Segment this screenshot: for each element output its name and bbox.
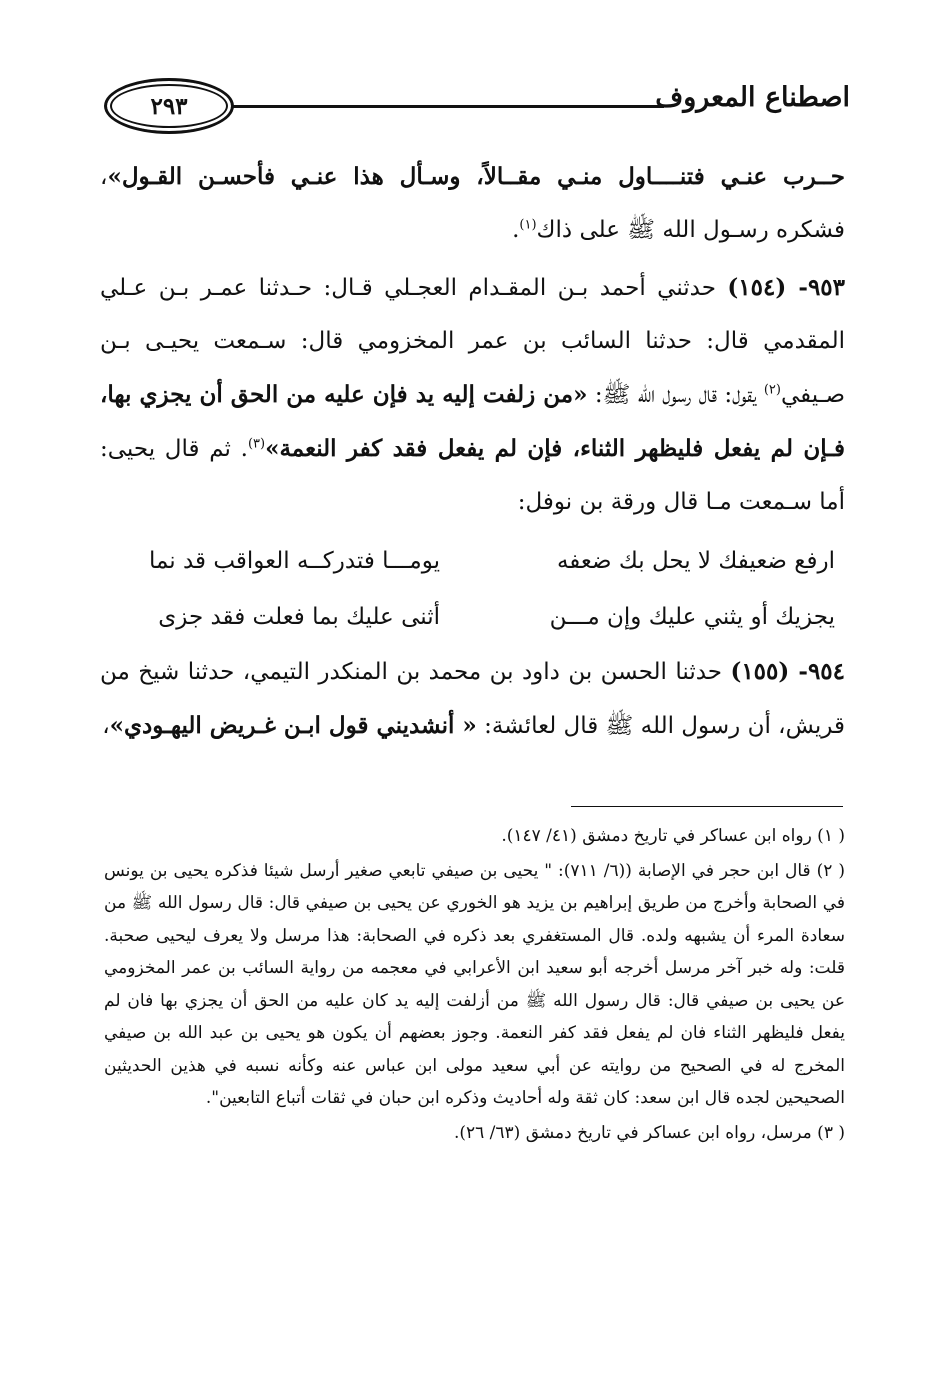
quote-bold: حــرب عنـي فتنــــاول منـي مقــالاً، وسـأل هذا عنـي فأحسـن القـول» xyxy=(107,163,845,190)
main-text xyxy=(100,150,845,757)
footnote-2: ( ٢) قال ابن حجر في الإصابة ((٦/ ٧١١): " يحيى بن صيفي تابعي صغير أرسل شيئا فذكره يحيى بن يونس في الصحابة وأخرج من طريق إبراهيم بن يزيد هو الخوري عن يحيى بن صيفي قال: قال رسول الله ﷺ من سعادة المرء أن يشبهه ولده. قال المستغفري بعد ذكره في الصحابة: هذا مرسل ولا يعرف ليحيى صحبة. قلت: وله خبر آخر مرسل أخرجه أبو سعيد ابن الأعرابي في معجمه من رواية السائب بن عمر المخزومي عن يحيى بن صيفي قال: قال رسول الله ﷺ من أزلفت إليه يد كان عليه من الحق أن يجزي بها فان لم يفعل فليظهر الثناء فان لم يفعل فقد كفر النعمة. وجوز بعضهم أن يكون هو يحيى بن عبد الله بن صيفي المخرج له في الصحيح من روايته عن أبي سعيد مولى ابن عباس عنه وكأنه نسبه في هذين الحديثين الصحيحين لجده قال ابن سعد: كان ثقة وله أحاديث وذكره ابن حبان في ثقات أتباع التابعين". xyxy=(104,860,845,1108)
verse-second-hemistich: يومـــا فتدركــه العواقب قد نما xyxy=(148,547,440,574)
paragraph-continuation xyxy=(100,150,845,257)
footnote-ref: (٣) xyxy=(247,436,266,452)
quote-bold: « أنشديني قول ابـن غـريض اليهـودي» xyxy=(109,712,477,739)
text-run: يقول: قال رسول الله ﷺ: xyxy=(587,382,764,408)
text-run: حدثنا الحسن بن داود بن محمد بن المنكدر التيمي، حدثنا شيخ من قريش، أن رسول الله ﷺ قال لعائشة: xyxy=(100,659,845,739)
verse-first-hemistich: يجزيك أو يثني عليك وإن مـــن xyxy=(549,603,835,630)
footnotes xyxy=(104,820,845,1149)
hadith-number: ٩٥٤- (١٥٥) xyxy=(730,658,845,685)
poem-verses xyxy=(100,533,845,645)
footnote-separator xyxy=(571,806,843,807)
header-rule xyxy=(232,105,664,108)
verse-line xyxy=(100,533,845,589)
text-run: . xyxy=(512,217,520,243)
verse-first-hemistich: ارفع ضعيفك لا يحل بك ضعفه xyxy=(556,547,835,574)
verse-line xyxy=(100,589,845,645)
footnote-1: ( ١) رواه ابن عساكر في تاريخ دمشق (٤١/ ١٤٧). xyxy=(501,826,845,846)
footnote-3: ( ٣) مرسل، رواه ابن عساكر في تاريخ دمشق (٦٣/ ٢٦). xyxy=(453,1122,845,1143)
text-run: حدثني أحمد بـن المقـدام العجـلي قـال: حـدثنا عمـر بـن عـلي المقدمي قال: حدثنا السائب بن عمر المخزومي قال: سـمعت يحيـى بـن صـيفي xyxy=(100,275,845,408)
text-run: ، فشكره رسـول الله ﷺ على ذاك xyxy=(100,164,845,243)
text-run: . ثم قال يحيى: أما سـمعت مـا قال ورقة بن نوفل: xyxy=(100,436,845,515)
hadith-954 xyxy=(100,645,845,753)
quote-bold: «من زلفت إليه يد فإن عليه من الحق أن يجزي بها، فـإن لم يفعل فليظهر الثناء، فإن لم يفعل فقد كفر النعمة» xyxy=(100,381,845,462)
verse-second-hemistich: أثنى عليك بما فعلت فقد جزى xyxy=(158,603,440,630)
book-title: اصطناع المعروف xyxy=(655,82,850,113)
footnote-ref: (١) xyxy=(519,217,537,233)
footnote-ref: (٢) xyxy=(763,382,781,398)
hadith-953 xyxy=(100,261,845,529)
page-number: ٢٩٣ xyxy=(150,92,188,120)
hadith-number: ٩٥٣- (١٥٤) xyxy=(727,274,845,301)
page-header xyxy=(100,72,850,142)
page-number-oval xyxy=(104,78,234,134)
text-run: ، xyxy=(102,713,110,739)
